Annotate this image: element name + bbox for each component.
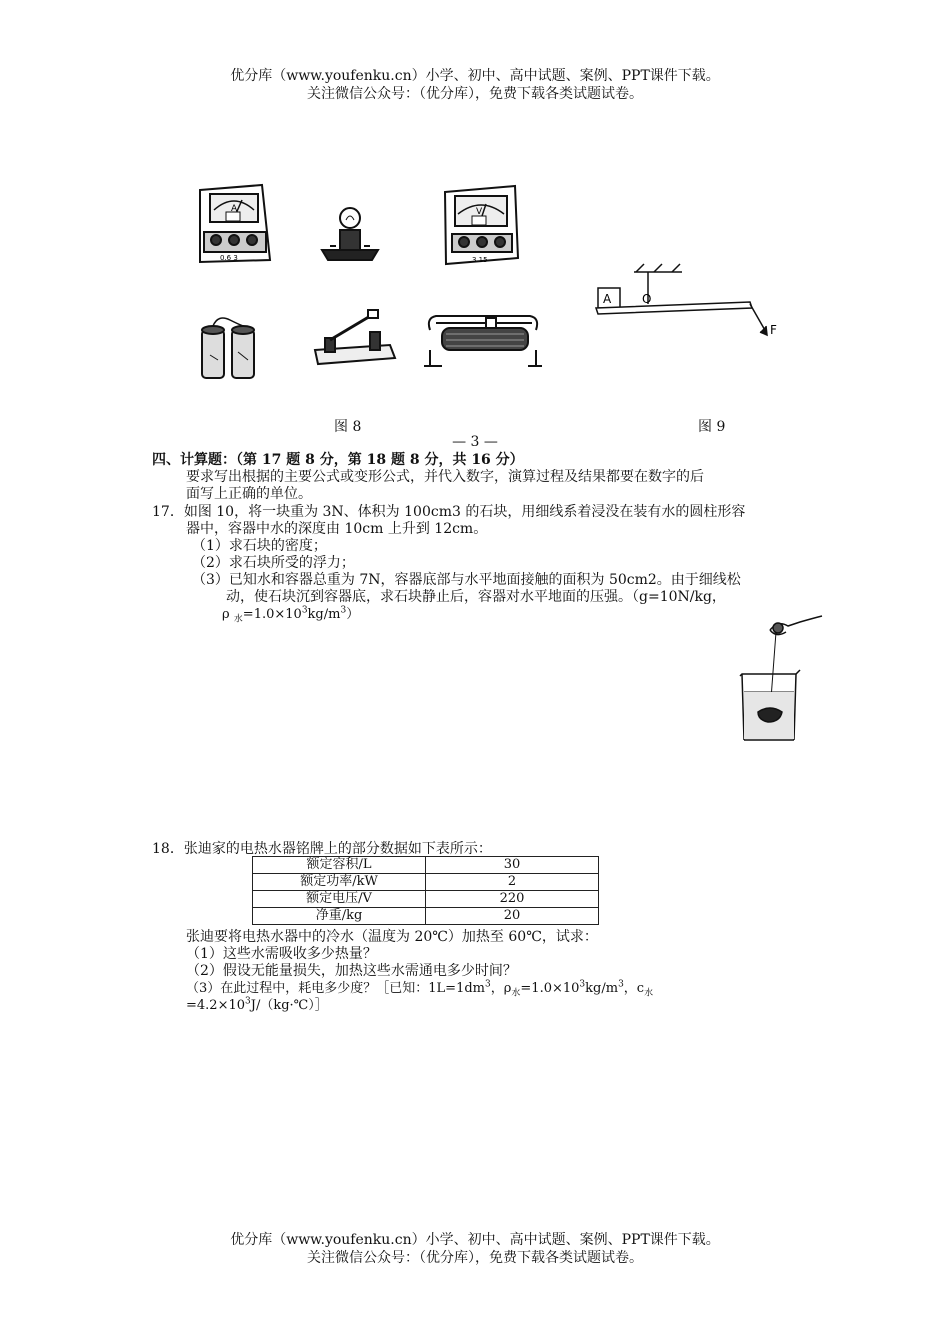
exponent: 3 bbox=[301, 605, 308, 616]
ammeter-letter: A bbox=[231, 204, 238, 214]
lever-pivot-label: O bbox=[642, 292, 652, 306]
table-value: 30 bbox=[426, 857, 599, 874]
lever-icon bbox=[596, 264, 767, 335]
ammeter-icon bbox=[200, 185, 270, 262]
table-value: 220 bbox=[426, 891, 599, 908]
q18-sub-3-text-d: =1.0×10 bbox=[520, 981, 580, 996]
specific-heat-value: =4.2×10 bbox=[186, 998, 246, 1013]
q18-sub-3-text-a: （3）在此过程中，耗电多少度？［已知：1L=1dm bbox=[186, 981, 485, 996]
section-title: 四、计算题：（第 17 题 8 分，第 18 题 8 分，共 16 分） bbox=[152, 452, 524, 468]
figure-9-caption: 图 9 bbox=[698, 419, 726, 435]
density-value: =1.0×10 bbox=[242, 607, 302, 622]
q18-sub-3-text-e: kg/m bbox=[585, 981, 619, 996]
figure-9 bbox=[590, 262, 790, 342]
table-row bbox=[253, 891, 599, 908]
table-value: 2 bbox=[426, 874, 599, 891]
exponent: 3 bbox=[618, 979, 624, 990]
water-subscript: 水 bbox=[644, 988, 654, 999]
exponent: 3 bbox=[245, 996, 251, 1007]
close-paren: ） bbox=[346, 607, 360, 622]
section-instructions-1: 要求写出根据的主要公式或变形公式，并代入数字，演算过程及结果都要在数字的后 bbox=[186, 469, 704, 485]
lever-force-label: F bbox=[770, 323, 777, 337]
ammeter-ticks: 0.6 3 bbox=[220, 254, 238, 262]
beaker-icon bbox=[740, 616, 822, 740]
table-label: 额定电压/V bbox=[253, 891, 426, 908]
exponent: 3 bbox=[579, 979, 586, 990]
q18-sub-2: （2）假设无能量损失，加热这些水需通电多少时间？ bbox=[186, 963, 517, 979]
voltmeter-letter: V bbox=[476, 207, 483, 217]
table-row bbox=[253, 908, 599, 925]
q17-line-1: 17．如图 10，将一块重为 3N、体积为 100cm3 的石块，用细线系着浸没在装有水的圆柱形容 bbox=[152, 504, 746, 520]
table-label: 额定功率/kW bbox=[253, 874, 426, 891]
section-instructions-2: 面写上正确的单位。 bbox=[186, 486, 312, 502]
q18-sub-3-text-b: ，ρ bbox=[490, 981, 512, 996]
header-line-1: 优分库（www.youfenku.cn）小学、初中、高中试题、案例、PPT课件下载。 bbox=[230, 68, 720, 84]
q17-sub-1: （1）求石块的密度； bbox=[192, 538, 327, 554]
spec-table bbox=[252, 856, 599, 925]
density-unit: kg/m bbox=[307, 607, 341, 622]
beaker-drawing bbox=[730, 612, 830, 747]
heater-spec-table bbox=[252, 856, 599, 925]
voltmeter-ticks: 3 15 bbox=[472, 256, 488, 264]
footer-line-2: 关注微信公众号：（优分库），免费下载各类试题试卷。 bbox=[307, 1250, 643, 1266]
table-value: 20 bbox=[426, 908, 599, 925]
q17-line-2: 器中，容器中水的深度由 10cm 上升到 12cm。 bbox=[186, 521, 488, 537]
q17-sub-2: （2）求石块所受的浮力； bbox=[192, 555, 355, 571]
q17-sub-3c bbox=[222, 606, 359, 623]
figure-10 bbox=[730, 612, 830, 747]
bulb-icon bbox=[322, 208, 378, 260]
water-subscript: 水 bbox=[233, 614, 243, 625]
table-label: 净重/kg bbox=[253, 908, 426, 925]
table-row bbox=[253, 874, 599, 891]
switch-icon bbox=[315, 310, 395, 364]
table-row bbox=[253, 857, 599, 874]
figure-8 bbox=[190, 180, 550, 390]
q18-after-table: 张迪要将电热水器中的冷水（温度为 20℃）加热至 60℃，试求： bbox=[186, 929, 598, 945]
header-line-2: 关注微信公众号：（优分库），免费下载各类试题试卷。 bbox=[307, 86, 643, 102]
specific-heat-unit: J/（kg·℃）］ bbox=[250, 998, 328, 1013]
footer-line-1: 优分库（www.youfenku.cn）小学、初中、高中试题、案例、PPT课件下载。 bbox=[230, 1232, 720, 1248]
q18-sub-3 bbox=[186, 980, 653, 997]
exponent: 3 bbox=[485, 979, 491, 990]
figure-8-caption: 图 8 bbox=[334, 419, 362, 435]
battery-icon bbox=[202, 318, 254, 378]
table-label: 额定容积/L bbox=[253, 857, 426, 874]
q18-sub-1: （1）这些水需吸收多少热量？ bbox=[186, 946, 377, 962]
page-number: — 3 — bbox=[452, 434, 498, 450]
unit-exponent: 3 bbox=[340, 605, 347, 616]
q18-intro: 18．张迪家的电热水器铭牌上的部分数据如下表所示： bbox=[152, 841, 492, 857]
water-subscript: 水 bbox=[511, 988, 521, 999]
q18-sub-3-text-f: ，c bbox=[623, 981, 645, 996]
voltmeter-icon bbox=[445, 186, 518, 264]
figure-8-drawing bbox=[190, 180, 550, 390]
lever-block-label: A bbox=[603, 292, 612, 306]
q17-sub-3a: （3）已知水和容器总重为 7N，容器底部与水平地面接触的面积为 50cm2。由于细线松 bbox=[192, 572, 741, 588]
rheostat-icon bbox=[424, 316, 542, 366]
figure-9-drawing bbox=[590, 262, 790, 342]
q17-sub-3b: 动，使石块沉到容器底，求石块静止后，容器对水平地面的压强。（g=10N/kg， bbox=[226, 589, 726, 605]
rho-symbol: ρ bbox=[222, 607, 234, 622]
q18-sub-3-line-2 bbox=[186, 997, 328, 1014]
